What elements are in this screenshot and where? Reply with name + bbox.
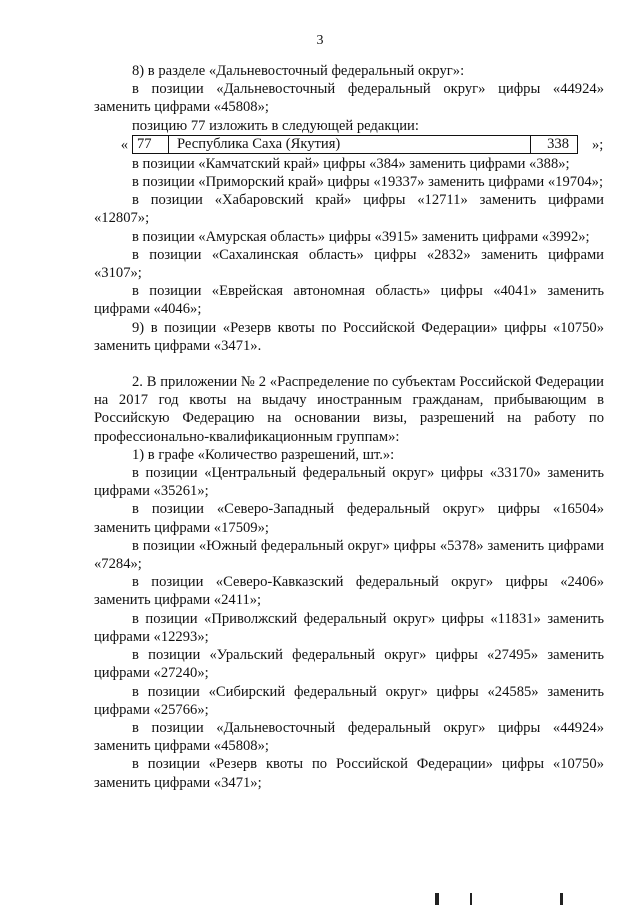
- table-cell-value: 338: [547, 136, 569, 153]
- table-cell-region: Республика Саха (Якутия): [169, 136, 531, 153]
- paragraph: в позиции «Приморский край» цифры «19337» заменить цифрами «19704»;: [132, 174, 604, 191]
- paragraph: в позиции «Камчатский край» цифры «384» заменить цифрами «388»;: [132, 155, 570, 172]
- paragraph: 9) в позиции «Резерв квоты по Российской Федерации» цифры «10750» заменить цифрами «3471».: [94, 319, 604, 354]
- paragraph: 2. В приложении № 2 «Распределение по субъектам Российской Федерации на 2017 год квоты на выдачу иностранным гражданам, прибывающим в Российскую Федерацию на основании визы, разрешений на работу по профессионально-квалификационным группам»:: [94, 374, 604, 445]
- table-row: [94, 135, 604, 155]
- table-cell-number: 77: [133, 136, 169, 153]
- paragraph: позицию 77 изложить в следующей редакции:: [132, 117, 419, 134]
- scan-mark: [560, 893, 563, 905]
- paragraph: 1) в графе «Количество разрешений, шт.»:: [132, 446, 395, 463]
- close-quote: »;: [592, 136, 604, 153]
- paragraph: в позиции «Южный федеральный округ» цифры «5378» заменить цифрами «7284»;: [94, 537, 604, 573]
- page-number: 3: [316, 33, 324, 48]
- paragraph: в позиции «Уральский федеральный округ» цифры «27495» заменить цифрами «27240»;: [94, 647, 604, 682]
- paragraph: в позиции «Дальневосточный федеральный округ» цифры «44924» заменить цифрами «45808»;: [94, 81, 604, 116]
- scan-mark: [470, 893, 472, 905]
- paragraph: в позиции «Северо-Западный федеральный округ» цифры «16504» заменить цифрами «17509»;: [94, 501, 604, 536]
- paragraph: в позиции «Хабаровский край» цифры «12711» заменить цифрами «12807»;: [94, 192, 604, 227]
- region-table: [132, 135, 578, 154]
- document-body: [94, 62, 604, 792]
- paragraph: 8) в разделе «Дальневосточный федеральный округ»:: [132, 63, 465, 79]
- open-quote: «: [120, 136, 128, 153]
- paragraph: в позиции «Приволжский федеральный округ» цифры «11831» заменить цифрами «12293»;: [94, 610, 604, 645]
- paragraph: в позиции «Сибирский федеральный округ» цифры «24585» заменить цифрами «25766»;: [94, 683, 604, 718]
- paragraph: в позиции «Резерв квоты по Российской Федерации» цифры «10750» заменить цифрами «3471»;: [94, 756, 604, 791]
- paragraph: в позиции «Дальневосточный федеральный округ» цифры «44924» заменить цифрами «45808»;: [94, 719, 604, 755]
- scan-mark: [435, 893, 439, 905]
- paragraph: в позиции «Сахалинская область» цифры «2832» заменить цифрами «3107»;: [94, 246, 604, 282]
- paragraph: в позиции «Центральный федеральный округ» цифры «33170» заменить цифрами «35261»;: [94, 465, 604, 500]
- paragraph: в позиции «Амурская область» цифры «3915» заменить цифрами «3992»;: [132, 228, 590, 245]
- paragraph: в позиции «Северо-Кавказский федеральный округ» цифры «2406» заменить цифрами «2411»;: [94, 574, 604, 609]
- paragraph: в позиции «Еврейская автономная область» цифры «4041» заменить цифрами «4046»;: [94, 283, 604, 318]
